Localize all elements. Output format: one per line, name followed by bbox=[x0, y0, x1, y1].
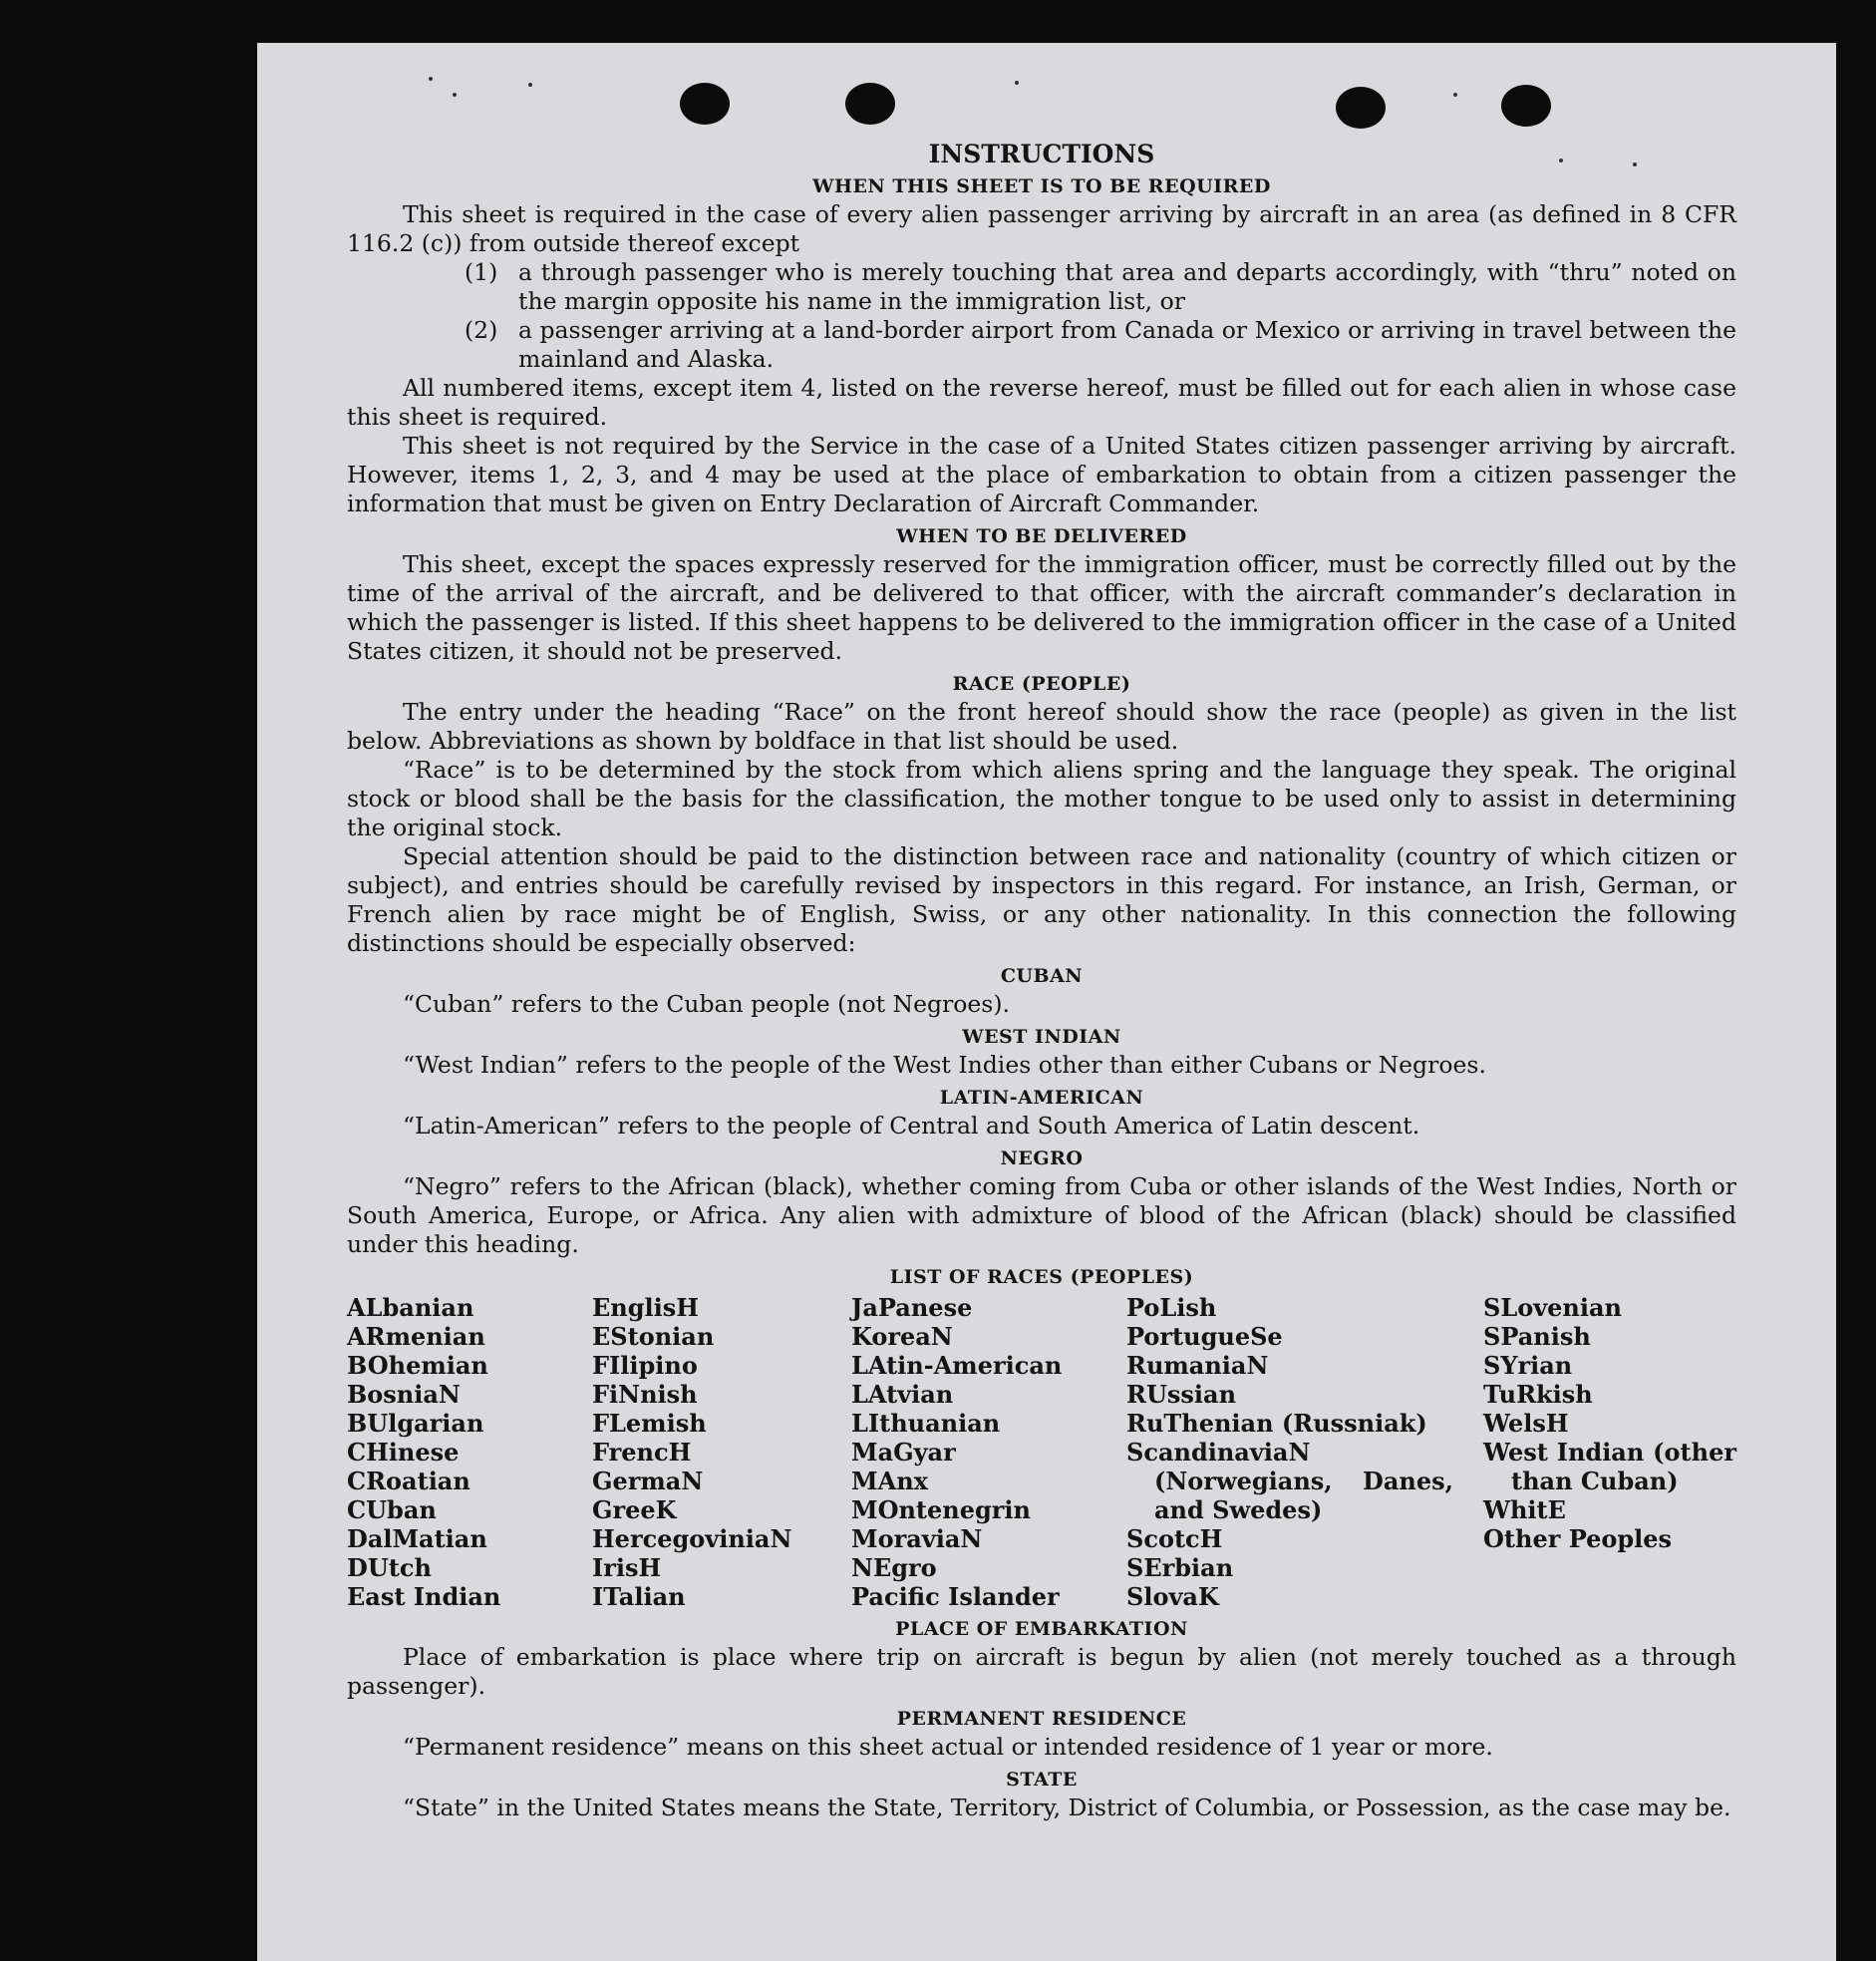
race-item: Other Peoples bbox=[1483, 1524, 1673, 1553]
exception-item bbox=[347, 316, 1736, 374]
race-item: LAtvian bbox=[851, 1380, 954, 1409]
speck bbox=[1015, 81, 1019, 85]
heading-state: STATE bbox=[1006, 1769, 1078, 1791]
race-item: FiNnish bbox=[592, 1380, 698, 1409]
race-item: DalMatian bbox=[347, 1524, 487, 1553]
race-paragraph-3: Special attention should be paid to the distinction between race and nationality (country of which citizen or subject), and entries should be carefully revised by inspectors in this regard. For instance, an Irish, German, or French alien by race might be of English, Swiss, or any other nationality. In this connection the following distinctions should be especially observed: bbox=[347, 842, 1736, 957]
race-item: TuRkish bbox=[1483, 1380, 1593, 1409]
race-item: ITalian bbox=[592, 1582, 686, 1611]
race-item: RUssian bbox=[1126, 1380, 1237, 1409]
race-item: SErbian bbox=[1126, 1553, 1234, 1582]
race-item: PoLish bbox=[1126, 1293, 1217, 1322]
page-title: INSTRUCTIONS bbox=[928, 140, 1155, 168]
speck bbox=[429, 77, 433, 81]
race-item: LAtin-American bbox=[851, 1351, 1063, 1380]
state-text: “State” in the United States means the State, Territory, District of Columbia, or Possession, as the case may be. bbox=[403, 1794, 1731, 1821]
race-item: JaPanese bbox=[851, 1293, 973, 1322]
race-item: RuThenian (Russniak) bbox=[1126, 1409, 1427, 1438]
residence-text: “Permanent residence” means on this sheet actual or intended residence of 1 year or more. bbox=[403, 1733, 1493, 1761]
races-list bbox=[347, 1293, 1736, 1611]
race-paragraph-2: “Race” is to be determined by the stock from which aliens spring and the language they speak. The original stock or blood shall be the basis for the classification, the mother tongue to be used only to assist in determining the original stock. bbox=[347, 756, 1736, 841]
required-paragraph-3: This sheet is not required by the Service in the case of a United States citizen passenger arriving by aircraft. However, items 1, 2, 3, and 4 may be used at the place of embarkation to obtain from a citizen passenger the information that must be given on Entry Declaration of Aircraft Commander. bbox=[347, 432, 1736, 517]
embarkation-text: Place of embarkation is place where trip on aircraft is begun by alien (not merely touched as a through passenger). bbox=[347, 1643, 1736, 1700]
punch-hole bbox=[845, 83, 895, 125]
race-item: SYrian bbox=[1483, 1351, 1573, 1380]
speck bbox=[528, 83, 532, 87]
race-item: DUtch bbox=[347, 1553, 432, 1582]
race-paragraph-1: The entry under the heading “Race” on the front hereof should show the race (people) as given in the list below. Abbreviations as shown by boldface in that list should be used. bbox=[347, 698, 1736, 755]
race-item: MAnx bbox=[851, 1467, 928, 1495]
punch-hole bbox=[1501, 85, 1551, 127]
race-item: LIthuanian bbox=[851, 1409, 1001, 1438]
race-item: GreeK bbox=[592, 1495, 677, 1524]
race-item: PortugueSe bbox=[1126, 1322, 1283, 1351]
race-item: FLemish bbox=[592, 1409, 707, 1438]
race-item: MaGyar bbox=[851, 1438, 956, 1467]
race-item: BosniaN bbox=[347, 1380, 461, 1409]
race-item: BOhemian bbox=[347, 1351, 488, 1380]
race-item: GermaN bbox=[592, 1467, 704, 1495]
race-item: SPanish bbox=[1483, 1322, 1591, 1351]
delivered-paragraph: This sheet, except the spaces expressly reserved for the immigration officer, must be correctly filled out by the time of the arrival of the aircraft, and be delivered to that officer, with the aircraft commander’s declaration in which the passenger is listed. If this sheet happens to be delivered to the immigration officer in the case of a United States citizen, it should not be preserved. bbox=[347, 550, 1736, 665]
exception-number: (2) bbox=[465, 316, 498, 344]
exception-item bbox=[347, 258, 1736, 316]
races-column bbox=[592, 1293, 851, 1611]
race-item: EnglisH bbox=[592, 1293, 699, 1322]
races-column bbox=[1483, 1293, 1736, 1611]
race-item: WhitE bbox=[1483, 1495, 1566, 1524]
races-column bbox=[1126, 1293, 1483, 1611]
race-item: West Indian (other than Cuban) bbox=[1483, 1438, 1736, 1495]
required-intro: This sheet is required in the case of every alien passenger arriving by aircraft in an area (as defined in 8 CFR 116.2 (c)) from outside thereof except bbox=[347, 200, 1736, 257]
heading-west-indian: WEST INDIAN bbox=[962, 1026, 1121, 1048]
heading-delivered: WHEN TO BE DELIVERED bbox=[896, 525, 1187, 547]
cuban-text: “Cuban” refers to the Cuban people (not Negroes). bbox=[403, 990, 1011, 1018]
race-item: WelsH bbox=[1483, 1409, 1569, 1438]
race-item: FIlipino bbox=[592, 1351, 698, 1380]
west-indian-text: “West Indian” refers to the people of the West Indies other than either Cubans or Negroes. bbox=[403, 1051, 1486, 1079]
heading-latin-american: LATIN-AMERICAN bbox=[939, 1087, 1144, 1109]
speck bbox=[1453, 93, 1457, 97]
race-item: CUban bbox=[347, 1495, 437, 1524]
heading-required: WHEN THIS SHEET IS TO BE REQUIRED bbox=[812, 175, 1271, 197]
race-item: SlovaK bbox=[1126, 1582, 1219, 1611]
heading-list-of-races: LIST OF RACES (PEOPLES) bbox=[889, 1266, 1194, 1288]
races-column bbox=[851, 1293, 1126, 1611]
race-item: MoraviaN bbox=[851, 1524, 983, 1553]
race-item: SLovenian bbox=[1483, 1293, 1622, 1322]
exception-text: a through passenger who is merely touching that area and departs accordingly, with “thru” noted on the margin opposite his name in the immigration list, or bbox=[518, 258, 1736, 315]
races-column bbox=[347, 1293, 592, 1611]
punch-hole bbox=[680, 83, 730, 125]
race-item: CHinese bbox=[347, 1438, 460, 1467]
speck bbox=[453, 93, 457, 97]
race-item: East Indian bbox=[347, 1582, 501, 1611]
heading-embarkation: PLACE OF EMBARKATION bbox=[895, 1618, 1188, 1640]
heading-negro: NEGRO bbox=[1000, 1147, 1084, 1169]
required-paragraph-2: All numbered items, except item 4, listed on the reverse hereof, must be filled out for each alien in whose case this sheet is required. bbox=[347, 374, 1736, 431]
race-item: FrencH bbox=[592, 1438, 692, 1467]
exception-text: a passenger arriving at a land-border airport from Canada or Mexico or arriving in travel between the mainland and Alaska. bbox=[518, 316, 1736, 373]
race-item: EStonian bbox=[592, 1322, 715, 1351]
race-item: Pacific Islander bbox=[851, 1582, 1060, 1611]
instructions-body bbox=[347, 140, 1736, 1822]
race-item: HercegoviniaN bbox=[592, 1524, 792, 1553]
negro-text: “Negro” refers to the African (black), whether coming from Cuba or other islands of the West Indies, North or South America, Europe, or Africa. Any alien with admixture of blood of the African (black) should be classified under this heading. bbox=[347, 1172, 1736, 1258]
punch-hole bbox=[1336, 87, 1386, 129]
race-item: BUlgarian bbox=[347, 1409, 484, 1438]
race-item: KoreaN bbox=[851, 1322, 953, 1351]
latin-american-text: “Latin-American” refers to the people of Central and South America of Latin descent. bbox=[403, 1112, 1420, 1140]
race-item: ARmenian bbox=[347, 1322, 485, 1351]
race-item: ScotcH bbox=[1126, 1524, 1223, 1553]
race-item: ScandinaviaN (Norwegians, Danes, and Swedes) bbox=[1126, 1438, 1453, 1524]
race-item: IrisH bbox=[592, 1553, 662, 1582]
exception-number: (1) bbox=[465, 258, 498, 286]
heading-residence: PERMANENT RESIDENCE bbox=[896, 1708, 1187, 1730]
race-item: RumaniaN bbox=[1126, 1351, 1269, 1380]
race-item: NEgro bbox=[851, 1553, 937, 1582]
race-item: MOntenegrin bbox=[851, 1495, 1031, 1524]
heading-race: RACE (PEOPLE) bbox=[952, 673, 1131, 695]
race-item: CRoatian bbox=[347, 1467, 470, 1495]
heading-cuban: CUBAN bbox=[1000, 965, 1084, 987]
race-item: ALbanian bbox=[347, 1293, 474, 1322]
